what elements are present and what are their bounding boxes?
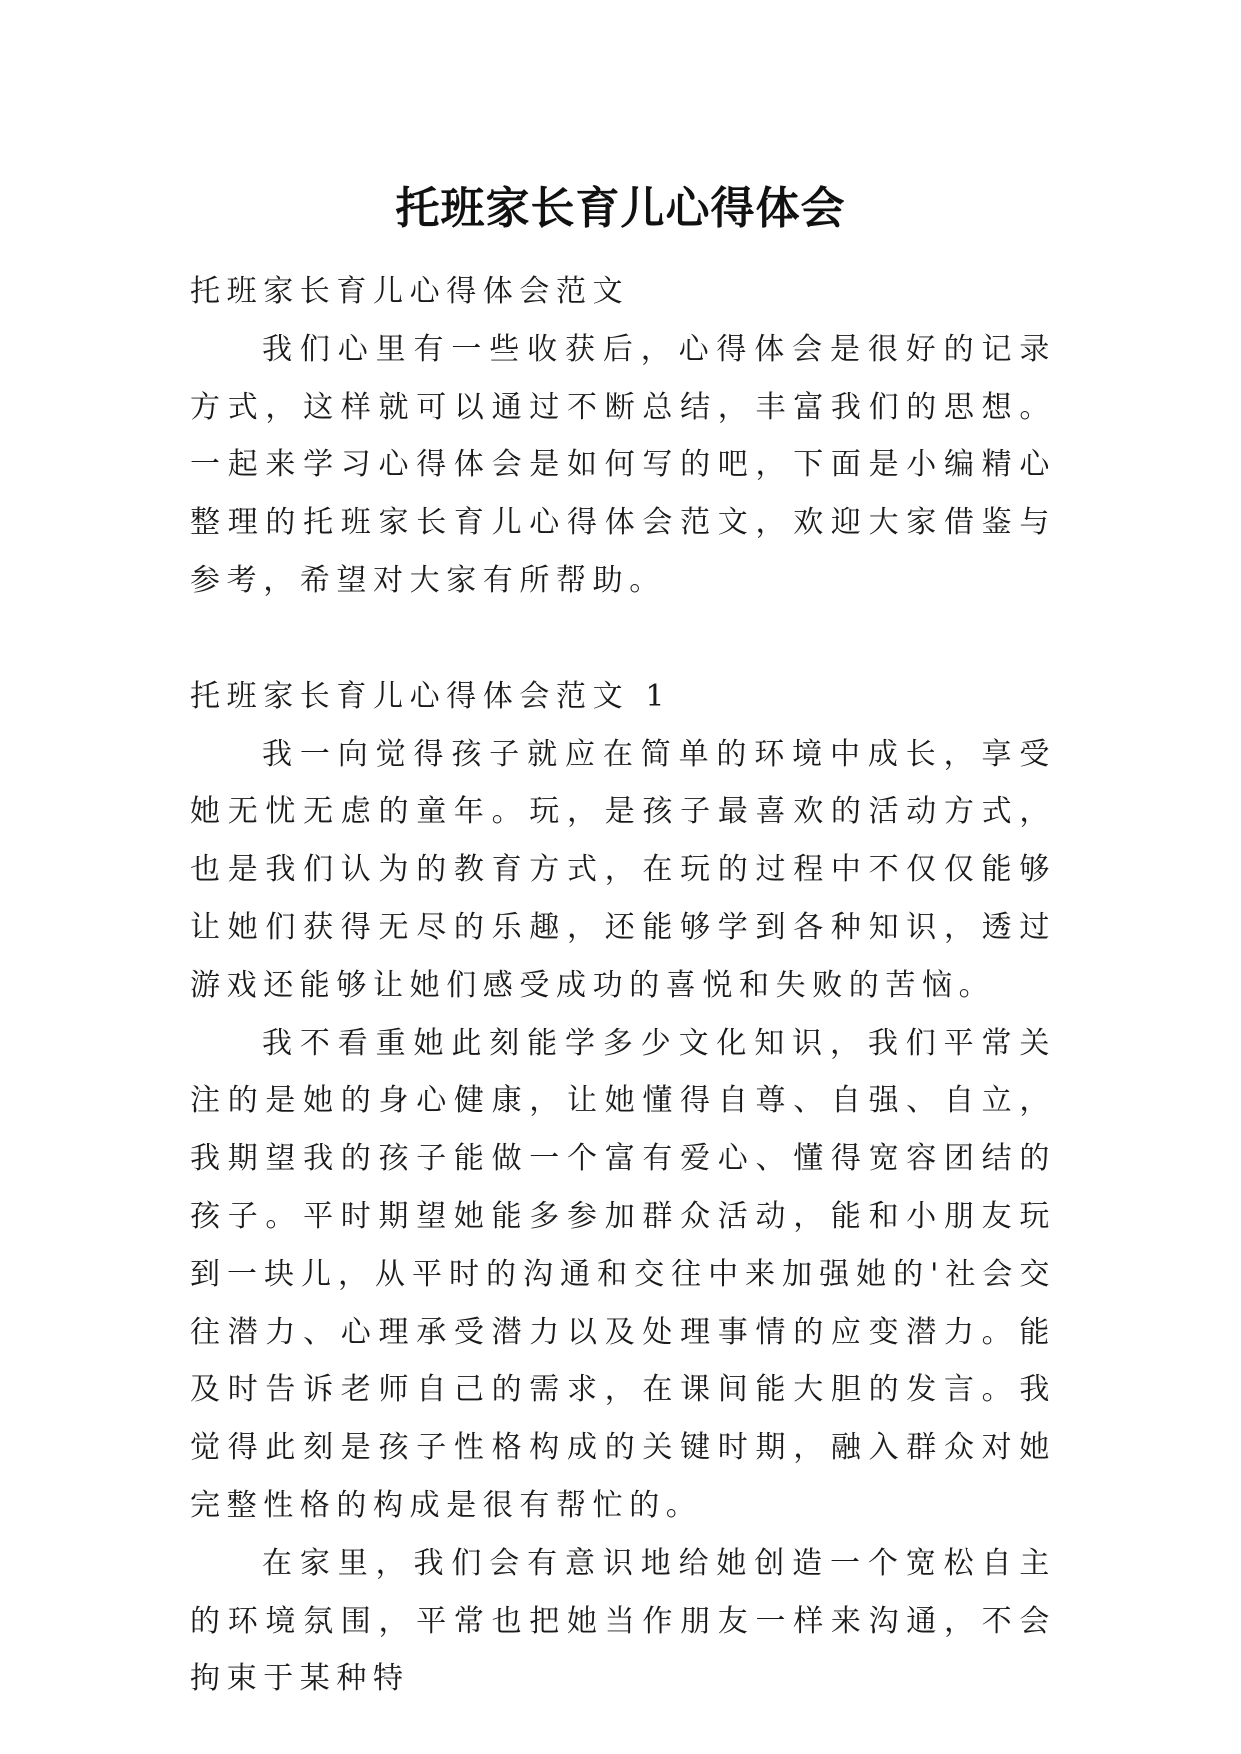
section1-paragraph-3: 在家里，我们会有意识地给她创造一个宽松自主的环境氛围，平常也把她当作朋友一样来沟通，不会拘束于某种特 [190, 1545, 1056, 1697]
section1-heading: 托班家长育儿心得体会范文 1 [190, 678, 672, 714]
section-spacer [190, 610, 1056, 668]
section1-paragraph-2: 我不看重她此刻能学多少文化知识，我们平常关注的是她的身心健康，让她懂得自尊、自强、自立，我期望我的孩子能做一个富有爱心、懂得宽容团结的孩子。平时期望她能多参加群众活动，能和小朋友玩到一块儿，从平时的沟通和交往中来加强她的'社会交往潜力、心理承受潜力以及处理事情的应变潜力。能及时告诉老师自己的需求，在课间能大胆的发言。我觉得此刻是孩子性格构成的关键时期，融入群众对她完整性格的构成是很有帮忙的。 [190, 1025, 1056, 1523]
section1-paragraph-1: 我一向觉得孩子就应在简单的环境中成长，享受她无忧无虑的童年。玩，是孩子最喜欢的活动方式，也是我们认为的教育方式，在玩的过程中不仅仅能够让她们获得无尽的乐趣，还能够学到各种知识，透过游戏还能够让她们感受成功的喜悦和失败的苦恼。 [190, 736, 1056, 1003]
document-body [190, 263, 1056, 1708]
intro-heading: 托班家长育儿心得体会范文 [190, 274, 630, 309]
document-title: 托班家长育儿心得体会 [395, 183, 846, 235]
intro-paragraph: 我们心里有一些收获后，心得体会是很好的记录方式，这样就可以通过不断总结，丰富我们的思想。一起来学习心得体会是如何写的吧，下面是小编精心整理的托班家长育儿心得体会范文，欢迎大家借鉴与参考，希望对大家有所帮助。 [190, 331, 1056, 598]
